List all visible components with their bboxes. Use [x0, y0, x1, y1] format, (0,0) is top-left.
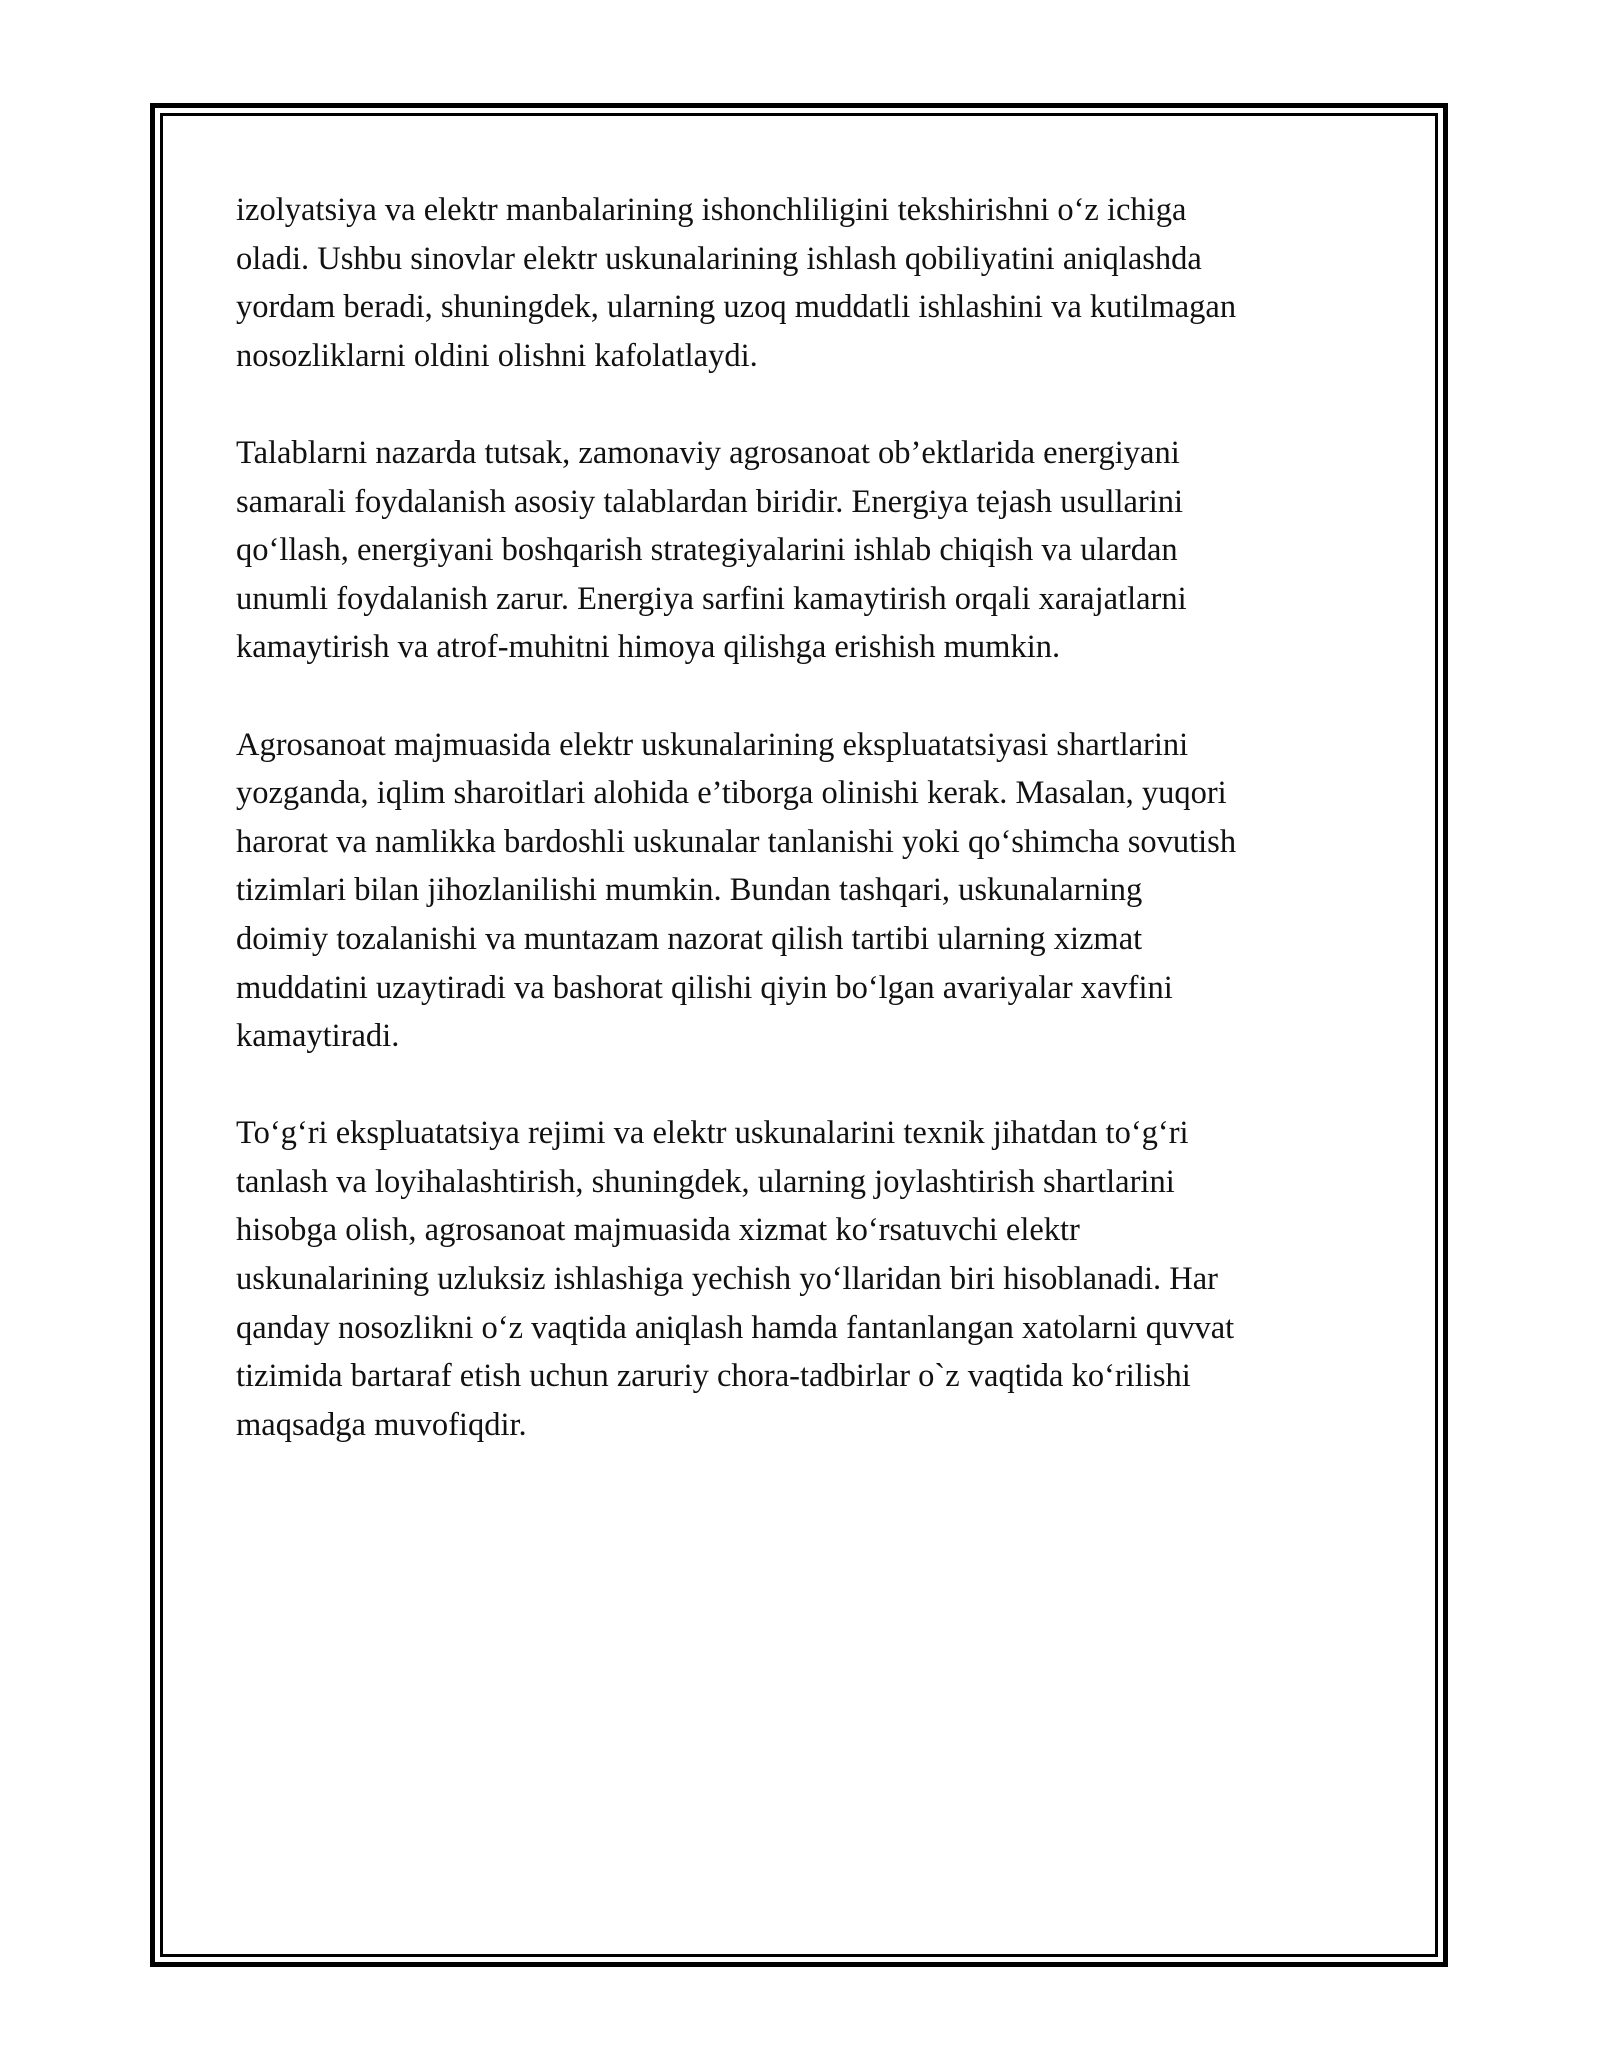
- text-line: tizimida bartaraf etish uchun zaruriy chora-tadbirlar o`z vaqtida ko‘rilishi: [236, 1358, 1191, 1395]
- text-line: unumli foydalanish zarur. Energiya sarfini kamaytirish orqali xarajatlarni: [236, 580, 1187, 617]
- text-line: muddatini uzaytiradi va bashorat qilishi qiyin bo‘lgan avariyalar xavfini: [236, 969, 1173, 1006]
- text-line: Talablarni nazarda tutsak, zamonaviy agrosanoat ob’ektlarida energiyani: [236, 434, 1180, 471]
- text-line: doimiy tozalanishi va muntazam nazorat qilish tartibi ularning xizmat: [236, 920, 1143, 957]
- text-line: nosozliklarni oldini olishni kafolatlaydi.: [236, 337, 758, 374]
- text-line: maqsadga muvofiqdir.: [236, 1406, 527, 1443]
- text-line: izolyatsiya va elektr manbalarining ishonchliligini tekshirishni o‘z ichiga: [236, 192, 1187, 228]
- text-line: yordam beradi, shuningdek, ularning uzoq muddatli ishlashini va kutilmagan: [236, 289, 1237, 326]
- text-line: qanday nosozlikni o‘z vaqtida aniqlash hamda fantanlangan xatolarni quvvat: [236, 1309, 1235, 1346]
- text-line: To‘g‘ri ekspluatatsiya rejimi va elektr uskunalarini texnik jihatdan to‘g‘ri: [236, 1115, 1189, 1152]
- paragraph-3: [236, 721, 1376, 1061]
- text-line: tanlash va loyihalashtirish, shuningdek, ularning joylashtirish shartlarini: [236, 1163, 1175, 1200]
- text-line: yozganda, iqlim sharoitlari alohida e’tiborga olinishi kerak. Masalan, yuqori: [236, 775, 1227, 812]
- text-line: hisobga olish, agrosanoat majmuasida xizmat ko‘rsatuvchi elektr: [236, 1212, 1080, 1249]
- text-line: tizimlari bilan jihozlanilishi mumkin. Bundan tashqari, uskunalarning: [236, 872, 1143, 909]
- text-line: kamaytirish va atrof-muhitni himoya qilishga erishish mumkin.: [236, 629, 1061, 666]
- paragraph-1: [236, 186, 1376, 380]
- text-line: harorat va namlikka bardoshli uskunalar tanlanishi yoki qo‘shimcha sovutish: [236, 823, 1237, 860]
- text-line: kamaytiradi.: [236, 1018, 400, 1055]
- text-line: Agrosanoat majmuasida elektr uskunalarining ekspluatatsiyasi shartlarini: [236, 726, 1189, 763]
- text-line: uskunalarining uzluksiz ishlashiga yechish yo‘llaridan biri hisoblanadi. Har: [236, 1261, 1218, 1298]
- text-line: samarali foydalanish asosiy talablardan biridir. Energiya tejash usullarini: [236, 483, 1184, 520]
- paragraph-2: [236, 429, 1376, 672]
- paragraph-4: [236, 1109, 1376, 1449]
- text-line: qo‘llash, energiyani boshqarish strategiyalarini ishlab chiqish va ulardan: [236, 532, 1178, 569]
- text-line: oladi. Ushbu sinovlar elektr uskunalarining ishlash qobiliyatini aniqlashda: [236, 240, 1202, 277]
- document-body: [236, 186, 1376, 1498]
